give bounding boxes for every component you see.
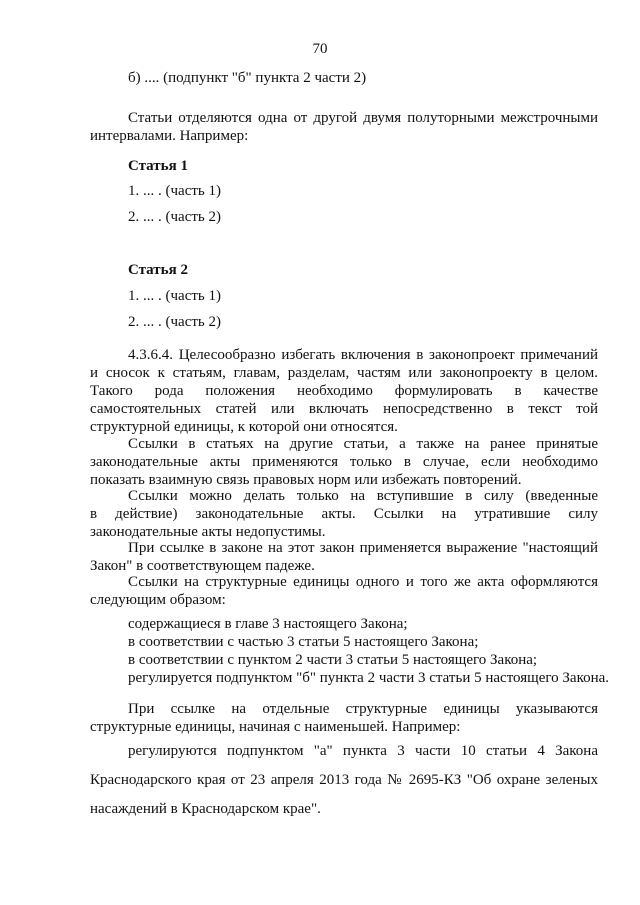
example-line: в соответствии с частью 3 статьи 5 настоящего Закона; [128,634,479,650]
example-paragraph-line-2: Краснодарского края от 23 апреля 2013 года № 2695-КЗ "Об охране зеленых [90,772,598,788]
example-paragraph-line-3: насаждений в Краснодарском крае". [90,801,321,817]
article-1-heading: Статья 1 [128,158,188,174]
paragraph-line: и сносок к статьям, главам, разделам, частям или законопроекту в целом. [90,365,598,381]
paragraph-smallest-unit [90,700,598,736]
paragraph-line: структурной единицы, к которой они относятся. [90,419,398,435]
paragraph-line: Ссылки можно делать только на вступившие в силу (введенные [128,488,598,504]
example-paragraph-line-1: регулируются подпунктом "а" пункта 3 части 10 статьи 4 Закона [128,743,598,759]
paragraph-line: интервалами. Например: [90,128,249,144]
paragraph-line: показать взаимную связь правовых норм или избежать повторений. [90,472,522,488]
paragraph-links [90,435,598,489]
paragraph-line: законодательные акты применяются только в случае, если необходимо [90,454,598,470]
paragraph-line: Ссылки в статьях на другие статьи, а также на ранее принятые [128,436,598,452]
article-1-item-1: 1. ... . (часть 1) [128,183,221,199]
paragraph-line: в действие) законодательные акты. Ссылки на утратившие силу [90,506,598,522]
paragraph-valid-acts [90,487,598,541]
article-2-item-1: 1. ... . (часть 1) [128,288,221,304]
article-2-item-2: 2. ... . (часть 2) [128,314,221,330]
paragraph-line: Статьи отделяются одна от другой двумя полуторными межстрочными [128,110,598,126]
example-line: в соответствии с пунктом 2 части 3 статьи 5 настоящего Закона; [128,652,538,668]
paragraph-line: Ссылки на структурные единицы одного и того же акта оформляются [128,574,598,590]
paragraph-line: самостоятельных статей или включать непосредственно в текст той [90,401,598,417]
article-1-item-2: 2. ... . (часть 2) [128,209,221,225]
paragraph-4-3-6-4 [90,346,598,436]
paragraph-line: Такого рода положения необходимо формулировать в качестве [90,383,598,399]
example-line: регулируется подпунктом "б" пункта 2 части 3 статьи 5 настоящего Закона. [128,670,610,686]
paragraph-line: При ссылке на отдельные структурные единицы указываются [128,701,598,717]
paragraph-line: Закон" в соответствующем падеже. [90,558,315,574]
page-number: 70 [312,41,328,57]
paragraph-line: законодательные акты недопустимы. [90,524,326,540]
paragraph-line: структурные единицы, начиная с наименьшей. Например: [90,719,461,735]
paragraph-this-law [90,539,598,575]
example-line: содержащиеся в главе 3 настоящего Закона; [128,616,408,632]
article-2-heading: Статья 2 [128,262,188,278]
paragraph-structural-units [90,573,598,609]
paragraph-intro [90,109,598,145]
paragraph-line: следующим образом: [90,592,226,608]
sub-item-b: б) .... (подпункт "б" пункта 2 части 2) [128,70,367,86]
paragraph-line: При ссылке в законе на этот закон применяется выражение "настоящий [128,540,598,556]
paragraph-line: 4.3.6.4. Целесообразно избегать включения в законопроект примечаний [128,347,598,363]
